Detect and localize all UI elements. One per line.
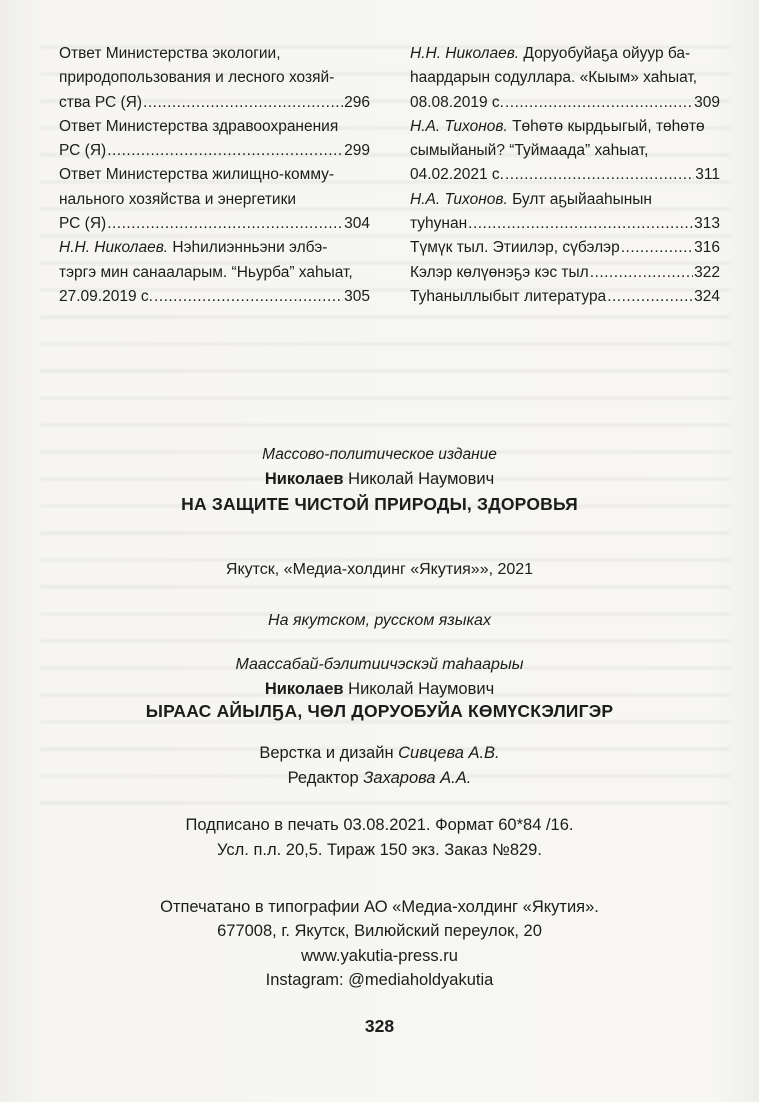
author-sah (0, 680, 759, 699)
editor-credit-label: Редактор (287, 769, 364, 787)
printer-name: Отпечатано в типографии АО «Медиа-холдинг «Якутия». (160, 898, 599, 916)
toc-dot-leader (621, 236, 693, 260)
editor-credit (0, 769, 759, 788)
toc-entry-author: Н.Н. Николаев. (410, 45, 520, 62)
title-sah: ЫРААС АЙЫЛҔА, ЧӨЛ ДОРУОБУЙА КӨМҮСКЭЛИГЭР (145, 701, 614, 721)
toc-entry-lastline-text: ства РС (Я) (59, 93, 143, 111)
toc-dot-leader (107, 212, 343, 236)
toc-entry-line (410, 139, 720, 163)
website-url: www.yakutia-press.ru (301, 947, 458, 965)
toc-entry-line: нального хозяйства и энергетики (59, 190, 297, 208)
toc-entry-lastline (59, 139, 370, 163)
toc-entry-line (410, 115, 720, 139)
layout-credit (0, 744, 759, 763)
toc-page-number: 299 (344, 142, 370, 160)
toc-entry-line (410, 188, 720, 212)
author-ru (0, 470, 759, 489)
toc-page-number: 324 (694, 287, 720, 305)
toc-entry-lastline (410, 163, 720, 187)
toc-page-number: 296 (344, 93, 370, 111)
toc-dot-leader (590, 261, 693, 285)
print-stats: Усл. п.л. 20,5. Тираж 150 экз. Заказ №829. (217, 841, 542, 859)
toc-entry-lastline-text: Кэлэр көлүөнэҕэ кэс тыл (410, 263, 589, 281)
toc-entry (410, 236, 720, 260)
author-sah-given: Николай Наумович (343, 680, 495, 698)
toc-entry-line (410, 66, 720, 90)
page-number: 328 (364, 1016, 395, 1036)
toc-page-number: 311 (695, 166, 720, 184)
publication-place: Якутск, «Медиа-холдинг «Якутия»», 2021 (225, 561, 534, 578)
toc-entry-line (59, 261, 370, 285)
toc-entry-author: Н.Н. Николаев. (59, 239, 169, 257)
toc-dot-leader (143, 91, 343, 115)
toc-entry-author: Н.А. Тихонов. (410, 117, 508, 135)
toc-entry-lastline-text: 08.08.2019 с. (410, 93, 504, 111)
layout-credit-label: Верстка и дизайн (259, 744, 399, 762)
toc-entry-title: сымыйаный? “Туймаада” хаһыат, (410, 142, 649, 160)
toc-entry (410, 42, 720, 115)
instagram-handle: Instagram: @mediaholdyakutia (265, 971, 494, 989)
print-date-format: Подписано в печать 03.08.2021. Формат 60*84 /16. (185, 816, 574, 834)
toc-entry-line: Ответ Министерства здравоохранения (59, 117, 339, 135)
toc-entry (410, 261, 720, 285)
toc-entry-lastline-text: РС (Я) (59, 215, 107, 233)
toc-page-number: 309 (694, 93, 720, 111)
genre-ru: Массово-политическое издание (262, 446, 497, 463)
toc-entry-lastline (410, 91, 720, 115)
toc-dot-leader (505, 91, 693, 115)
toc-left-column (59, 42, 370, 309)
toc-entry-line (59, 236, 370, 260)
toc-entry (59, 42, 370, 115)
toc-page-number: 305 (344, 287, 370, 305)
toc-entry-lastline (410, 261, 720, 285)
toc-page-number: 313 (694, 215, 720, 233)
toc-page-number: 316 (694, 239, 720, 257)
toc-entry-title: Доруобуйаҕа ойуур ба- (519, 45, 691, 62)
toc-dot-leader (607, 285, 693, 309)
genre-sah: Маассабай-бэлитиичэскэй таһаарыы (235, 656, 524, 673)
toc-entry-lastline-text: 27.09.2019 с. (59, 287, 153, 305)
toc-page-number: 304 (344, 215, 370, 233)
languages-note: На якутском, русском языках (268, 612, 491, 629)
author-ru-surname: Николаев (264, 470, 344, 488)
author-ru-given: Николай Наумович (343, 470, 495, 488)
toc-entry-title: Нэһилиэнньэни элбэ- (168, 239, 328, 257)
toc-entry-lastline-text: Түмүк тыл. Этиилэр, сүбэлэр (410, 239, 620, 257)
toc-entry-lastline-text: Туһаныллыбыт литература (410, 287, 607, 305)
toc-dot-leader (468, 212, 693, 236)
toc-entry-author: Н.А. Тихонов. (410, 190, 508, 208)
toc-entry-line: Ответ Министерства жилищно-комму- (59, 166, 335, 184)
author-sah-surname: Николаев (264, 680, 344, 698)
toc-right-column (410, 42, 720, 309)
toc-page-number: 322 (694, 263, 720, 281)
toc-entry-lastline (410, 212, 720, 236)
toc-entry-lastline (410, 236, 720, 260)
printer-address: 677008, г. Якутск, Вилюйский переулок, 20 (217, 922, 542, 940)
title-ru: НА ЗАЩИТЕ ЧИСТОЙ ПРИРОДЫ, ЗДОРОВЬЯ (181, 494, 578, 514)
toc-dot-leader (505, 163, 694, 187)
toc-entry-lastline (59, 212, 370, 236)
toc-entry-line: Ответ Министерства экологии, (59, 45, 281, 62)
layout-credit-name: Сивцева А.В. (398, 744, 500, 762)
toc-entry (59, 236, 370, 309)
toc-entry-line (410, 42, 720, 66)
toc-dot-leader (107, 139, 343, 163)
toc-entry-title: Төһөтө кырдьыгый, төһөтө (507, 117, 705, 135)
editor-credit-name: Захарова А.А. (363, 769, 472, 787)
toc-entry (59, 115, 370, 164)
toc-entry-title: Булт аҕыйааһынын (507, 190, 652, 208)
toc-entry (410, 285, 720, 309)
toc-entry (410, 188, 720, 237)
toc-entry-lastline (59, 91, 370, 115)
toc-entry-lastline (59, 285, 370, 309)
toc-entry (410, 115, 720, 188)
toc-entry-lastline-text: туһунан (410, 215, 468, 233)
toc-entry-lastline (410, 285, 720, 309)
toc-entry (59, 163, 370, 236)
toc-dot-leader (154, 285, 343, 309)
toc-entry-title: тэргэ мин санааларым. “Ньурба” хаһыат, (59, 263, 353, 281)
toc-entry-line: природопользования и лесного хозяй- (59, 69, 335, 87)
toc-entry-lastline-text: 04.02.2021 с. (410, 166, 504, 184)
toc-entry-title: һаардарын содуллара. «Кыым» хаһыат, (410, 69, 698, 87)
toc-entry-lastline-text: РС (Я) (59, 142, 107, 160)
